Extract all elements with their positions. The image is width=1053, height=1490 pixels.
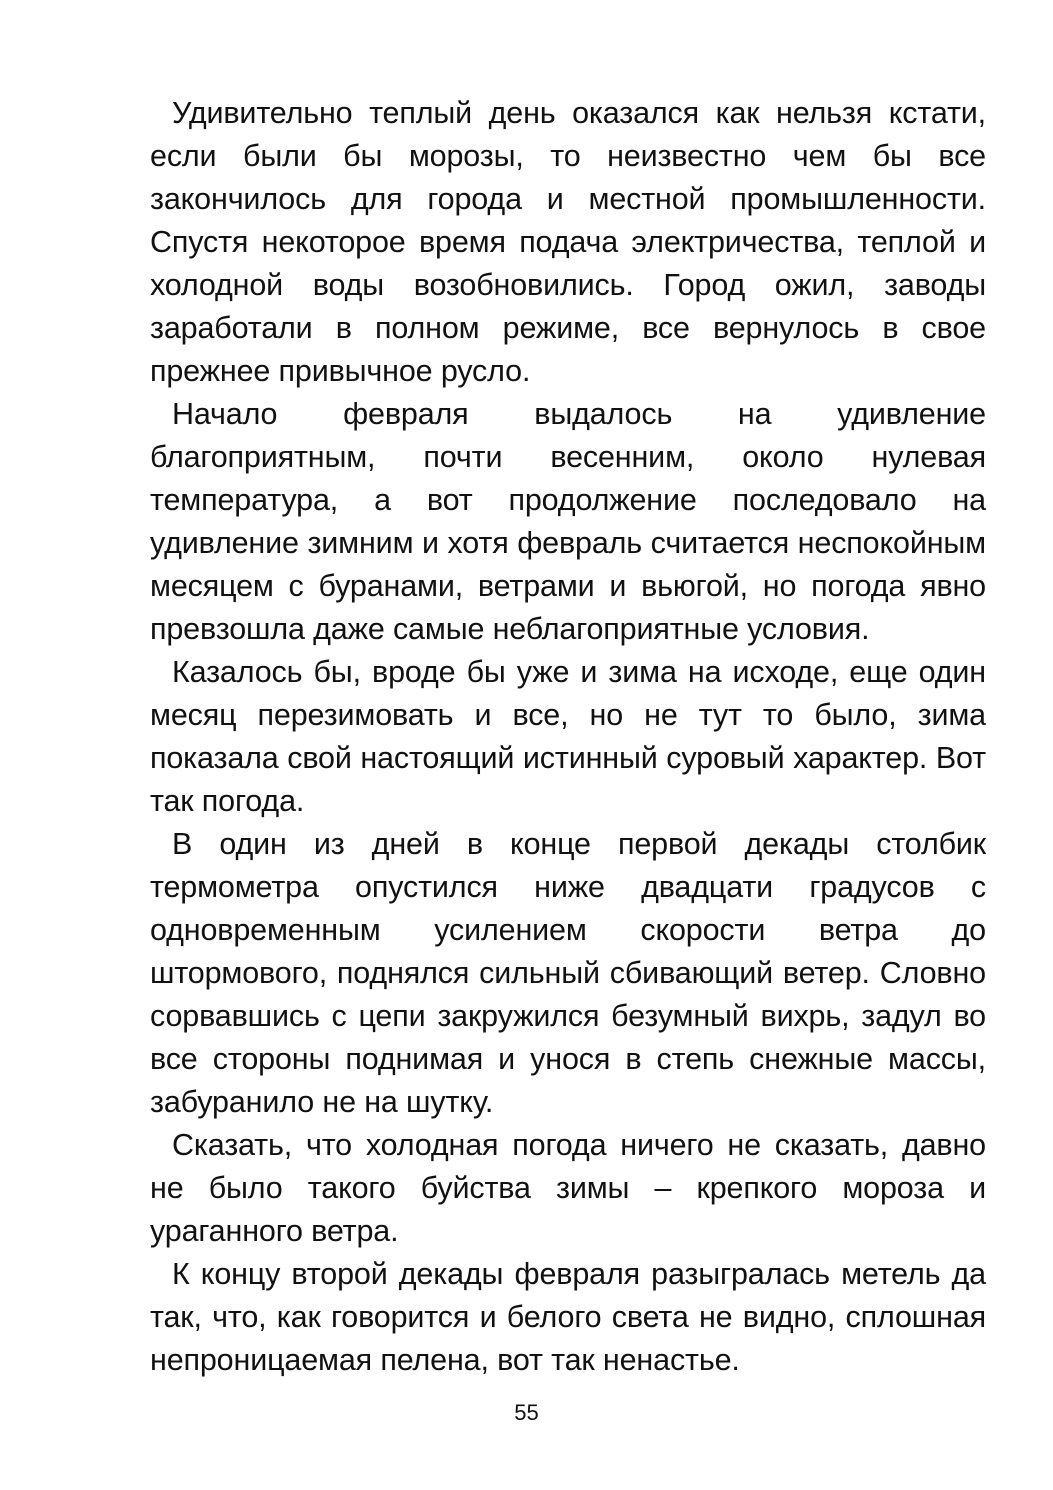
paragraph-3: Казалось бы, вроде бы уже и зима на исходе, еще один месяц перезимовать и все, но не тут то было, зима показала свой настоящий истинный суровый характер. Вот так погода. bbox=[150, 655, 986, 818]
paragraph-4: В один из дней в конце первой декады столбик термометра опустился ниже двадцати градусов с одновременным усилением скорости ветра до штормового, поднялся сильный сбивающий ветер. Словно сорвавшись с цепи закружился безумный вихрь, задул во все стороны поднимая и унося в степь снежные массы, забуранило не на шутку. bbox=[150, 827, 986, 1119]
paragraph-1: Удивительно теплый день оказался как нельзя кстати, если были бы морозы, то неизвестно чем бы все закончилось для города и местной промышленности. Спустя некоторое время подача электричества, теплой и холодной воды возобновились. Город ожил, заводы заработали в полном режиме, все вернулось в свое прежнее привычное русло. bbox=[150, 96, 986, 388]
paragraph-6: К концу второй декады февраля разыгралась метель да так, что, как говорится и белого света не видно, сплошная непроницаемая пелена, вот так ненастье. bbox=[150, 1257, 986, 1377]
body-text-column bbox=[150, 92, 986, 1382]
page-number: 55 bbox=[514, 1400, 539, 1425]
paragraph-2: Начало февраля выдалось на удивление благоприятным, почти весенним, около нулевая температура, а вот продолжение последовало на удивление зимним и хотя февраль считается неспокойным месяцем с буранами, ветрами и вьюгой, но погода явно превзошла даже самые неблагоприятные условия. bbox=[150, 397, 986, 646]
paragraph-5: Сказать, что холодная погода ничего не сказать, давно не было такого буйства зимы – крепкого мороза и ураганного ветра. bbox=[150, 1128, 986, 1248]
